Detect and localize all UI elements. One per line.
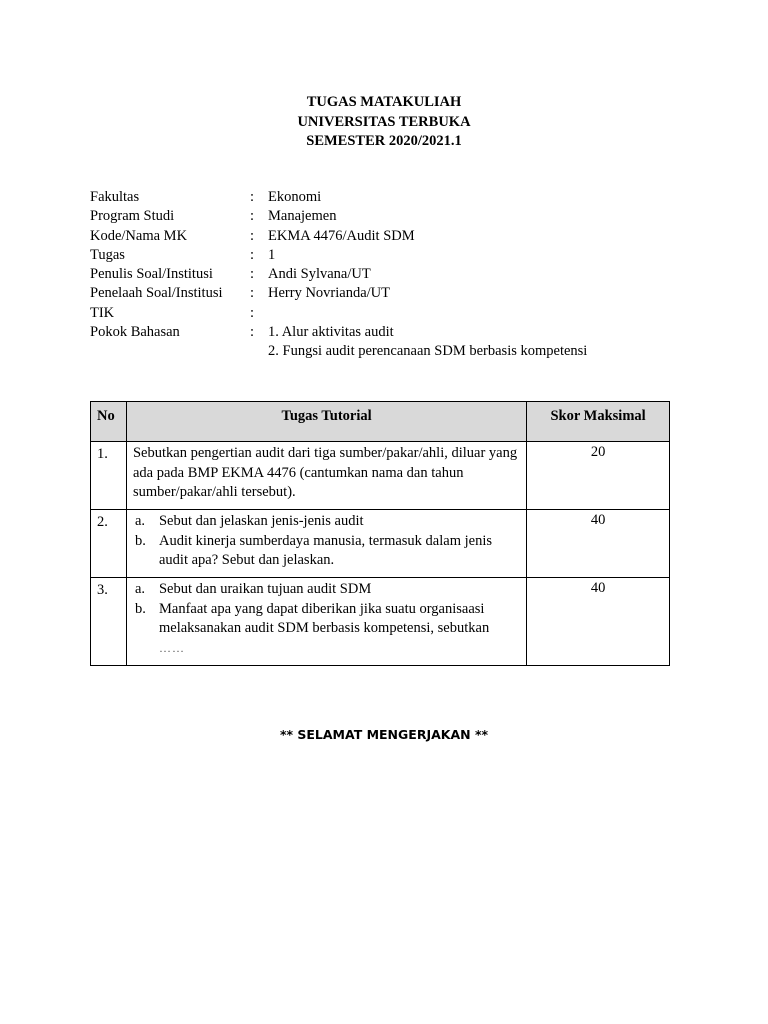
task-items [126,510,526,578]
info-label: Kode/Nama MK [90,227,188,244]
header-line-1: TUGAS MATAKULIAH [306,94,462,110]
sub-item-letter: a. [134,513,146,529]
sub-item-text: Audit kinerja sumberdaya manusia, termasuk dalam jenis audit apa? Sebut dan jelaskan. [158,532,492,568]
info-label: TIK [90,304,115,321]
task-text: Sebutkan pengertian audit dari tiga sumber/pakar/ahli, diluar yang ada pada BMP EKMA 4476 (cantumkan nama dan tahun sumber/pakar/ahli tersebut). [126,442,526,510]
table-row [91,442,670,510]
info-label: Pokok Bahasan [90,324,180,341]
sub-item-text: Sebut dan jelaskan jenis-jenis audit [158,513,364,529]
sub-item-letter: b. [134,600,146,617]
info-colon: : [250,304,255,321]
score-value: 40 [527,510,670,578]
info-row-kode-nama-mk [90,227,587,246]
info-label: Penelaah Soal/Institusi [90,285,223,302]
sub-item-letter: b. [134,532,146,549]
info-colon: : [250,246,255,263]
table-header-row [91,402,670,442]
info-label: Tugas [90,246,125,263]
info-value-list [268,323,587,362]
info-row-tik [90,304,587,323]
info-row-tugas [90,246,587,265]
topic-item-1: 1. Alur aktivitas audit [268,324,394,341]
sub-item [133,512,520,532]
course-info [90,188,587,362]
tutorial-task-table [90,401,670,666]
table-row [91,510,670,578]
info-row-penelaah [90,284,587,303]
score-value: 20 [527,442,670,510]
closing-message: ** SELAMAT MENGERJAKAN ** [279,727,489,742]
row-number: 3. [91,578,127,666]
sub-item-text: Sebut dan uraikan tujuan audit SDM [158,581,372,597]
sub-item-text: Manfaat apa yang dapat diberikan jika suatu organisaasi melaksanakan audit SDM berbasis kompetensi, sebutkan [158,600,490,636]
info-colon: : [250,189,255,205]
sub-item-letter: a. [134,581,146,597]
topic-item-2: 2. Fungsi audit perencanaan SDM berbasis kompetensi [268,343,588,360]
header-task: Tugas Tutorial [126,402,526,442]
info-row-program-studi [90,207,587,226]
header-line-2: UNIVERSITAS TERBUKA [297,113,471,130]
document-header [0,93,768,152]
info-colon: : [250,266,255,283]
info-label: Program Studi [90,208,175,225]
info-value: Herry Novrianda/UT [268,285,390,302]
info-value: EKMA 4476/Audit SDM [268,227,415,244]
info-value: 1 [268,246,276,263]
info-value: Ekonomi [268,189,322,205]
info-row-fakultas [90,188,587,207]
info-label: Fakultas [90,189,140,205]
task-items [126,578,526,666]
info-value: Andi Sylvana/UT [268,266,371,283]
header-line-3: SEMESTER 2020/2021.1 [306,133,462,149]
row-number: 1. [91,442,127,510]
sub-item [133,580,520,600]
info-colon: : [250,324,255,341]
sub-item [133,532,520,571]
info-row-pokok-bahasan [90,323,587,362]
info-colon: : [250,208,255,225]
info-colon: : [250,227,255,244]
info-colon: : [250,285,255,302]
table-row [91,578,670,666]
sub-item [133,600,520,639]
trailing-ellipsis: …… [158,640,185,655]
info-label: Penulis Soal/Institusi [90,266,213,283]
header-score: Skor Maksimal [527,402,670,442]
info-value: Manajemen [268,208,337,225]
info-row-penulis [90,265,587,284]
row-number: 2. [91,510,127,578]
header-no: No [91,402,127,442]
score-value: 40 [527,578,670,666]
